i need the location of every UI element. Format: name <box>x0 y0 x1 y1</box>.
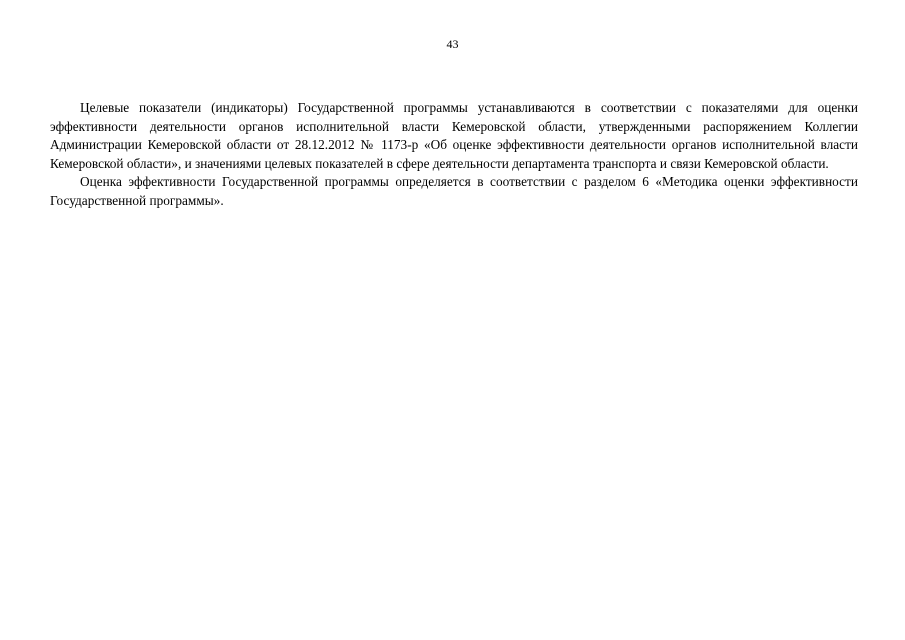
page-number: 43 <box>446 37 459 51</box>
document-body <box>50 99 858 210</box>
paragraph-target-indicators: Целевые показатели (индикаторы) Государственной программы устанавливаются в соответствии с показателями для оценки эффективности деятельности органов исполнительной власти Кемеровской области, утвержденными распоряжением Коллегии Администрации Кемеровской области от 28.12.2012 № 1173-р «Об оценке эффективности деятельности органов исполнительной власти Кемеровской области», и значениями целевых показателей в сфере деятельности департамента транспорта и связи Кемеровской области. <box>50 100 858 171</box>
paragraph-efficiency-evaluation: Оценка эффективности Государственной программы определяется в соответствии с разделом 6 «Методика оценки эффективности Государственной программы». <box>50 174 858 208</box>
